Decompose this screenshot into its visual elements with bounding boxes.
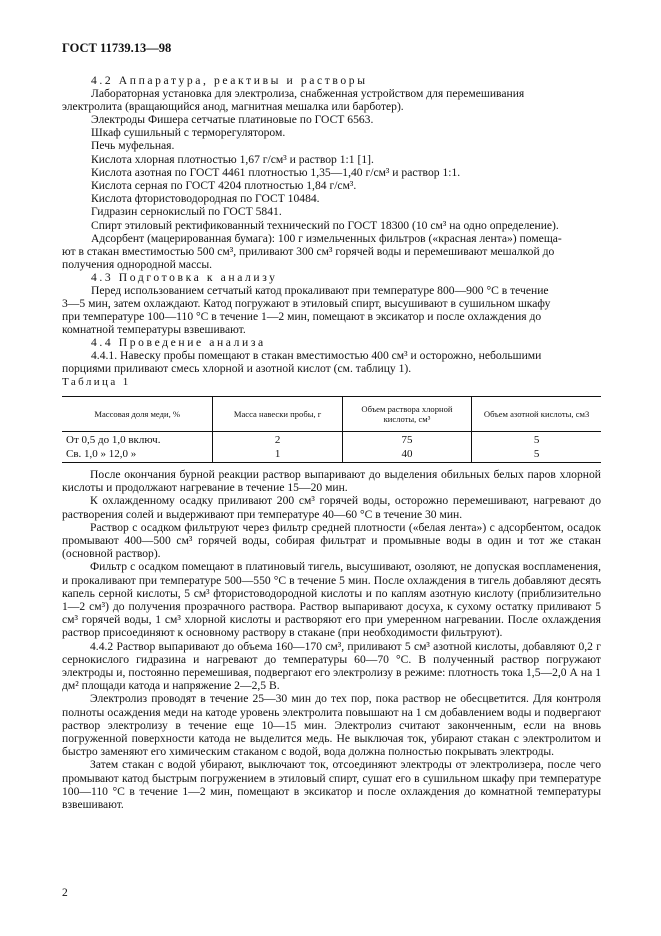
text-line: Кислота хлорная плотностью 1,67 г/см³ и раствор 1:1 [1]. [91, 152, 374, 166]
section-4-4-wrap [62, 362, 601, 375]
text-line: Печь муфельная. [91, 139, 175, 153]
text-line: порциями приливают смесь хлорной и азотной кислот (см. таблицу 1). [62, 362, 412, 375]
section-title: 4.3 Подготовка к анализу [91, 271, 278, 284]
document-header: ГОСТ 11739.13—98 [62, 41, 172, 55]
paragraph: К охлажденному осадку приливают 200 см³ горячей воды, осторожно перемешивают, нагревают до растворения солей и выдерживают при температуре 40—60 °С в течение 30 мин. [62, 494, 601, 521]
text-line: Кислота фтористоводородная по ГОСТ 10484. [91, 192, 320, 206]
text-line: Кислота азотная по ГОСТ 4461 плотностью 1,35—1,40 г/см³ и раствор 1:1. [91, 165, 461, 179]
paragraph: Электролиз проводят в течение 25—30 мин до тех пор, пока раствор не обесцветится. Для контроля полноты осаждения меди на катоде уровень электролита повышают на 1 см добавлением воды и подвергают раствор электролизу в течение еще 10—15 мин. Электролиз считают законченным, если на вновь погруженной поверхности катода не выделится медь. Не выключая ток, убирают стакан с электролитом и быстро заменяют его химическим стаканом с водой, вода должна полностью покрывать электроды. [62, 692, 601, 759]
paragraph: Затем стакан с водой убирают, выключают ток, отсоединяют электроды от электролизера, после чего промывают катод быстрым погружением в этиловый спирт, сушат его в сушильном шкафу при температуре 100—110 °С в течение 1—2 мин, помещают в эксикатор и после охлаждения до комнатной температуры взвешивают. [62, 758, 601, 812]
paragraph: Раствор с осадком фильтруют через фильтр средней плотности («белая лента») с адсорбентом, осадок промывают 400—500 см³ горячей воды, собирая фильтрат и промывные воды в один и тот же стакан (основной раствор). [62, 520, 601, 561]
table-cell: 75 [342, 432, 471, 448]
section-4-3 [91, 271, 601, 297]
text-line: Электроды Фишера сетчатые платиновые по ГОСТ 6563. [91, 113, 374, 126]
table-header-cell: Объем раствора хлорной кислоты, см³ [342, 397, 471, 432]
text-line: при температуре 100—110 °С в течение 1—2 мин, помещают в эксикатор и после охлаждения до [62, 310, 542, 324]
table-cell: Св. 1,0 » 12,0 » [62, 448, 213, 463]
paragraph: Фильтр с осадком помещают в платиновый тигель, высушивают, озоляют, не допуская воспламенения, и прокаливают при температуре 500—550 °С в течение 5 мин. После охлаждения в тигель добавляют десять капель серной кислоты, 5 см³ фтористоводородной кислоты и по каплям азотную кислоту (приблизительно 1—2 см³) до получения прозрачного раствора. Раствор выпаривают досуха, к сухому остатку приливают 5 см³ горячей воды, 1 см³ хлорной кислоты и растворяют его при умеренном нагревании. После охлаждения раствор присоединяют к основному раствору в стакане (при необходимости фильтруют). [62, 560, 601, 640]
table-cell: 5 [533, 434, 540, 446]
text-line: ют в стакан вместимостью 500 см³, приливают 300 см³ горячей воды и перемешивают мешалкой до [62, 245, 555, 258]
wrap-line [62, 100, 601, 113]
text-line: электролита (вращающийся анод, магнитная мешалка или барботер). [62, 100, 404, 113]
table-cell: 5 [472, 448, 601, 463]
adsorbent-wrap [62, 245, 601, 271]
paragraph: После окончания бурной реакции раствор выпаривают до выделения обильных белых паров хлорной кислоты и продолжают нагревание в течение 15—20 мин. [62, 468, 601, 495]
text-line: Гидразин сернокислый по ГОСТ 5841. [91, 205, 282, 219]
table-cell: 1 [213, 448, 342, 463]
text-line: комнатной температуры взвешивают. [62, 323, 246, 337]
table-caption: Таблица 1 [62, 376, 131, 388]
text-line: Лабораторная установка для электролиза, снабженная устройством для перемешивания [91, 87, 525, 101]
table-header-cell: Масса навески пробы, г [213, 397, 342, 432]
section-title: 4.4 Проведение анализа [91, 336, 266, 349]
section-4-4 [91, 336, 601, 362]
text-line: Шкаф сушильный с терморегулятором. [91, 126, 286, 140]
text-line: Адсорбент (мацерированная бумага): 100 г измельченных фильтров («красная лента») помеща- [91, 231, 562, 245]
analysis-text [62, 468, 601, 811]
text-line: 3—5 мин, затем охлаждают. Катод погружают в этиловый спирт, высушивают в сушильном шкафу [62, 297, 551, 310]
table-cell: От 0,5 до 1,0 включ. [62, 432, 213, 448]
page-number: 2 [62, 887, 68, 899]
paragraph: 4.4.2 Раствор выпаривают до объема 160—170 см³, приливают 5 см³ азотной кислоты, добавляют 0,2 г сернокислого гидразина и нагревают до температуры 60—70 °С. В полученный раствор погружают электроды и, постоянно перемешивая, подвергают его электролизу в режиме: плотность тока 1,5—2,0 А на 1 дм² площади катода и напряжение 2—2,5 В. [62, 639, 601, 693]
table-header-cell: Массовая доля меди, % [62, 397, 213, 432]
text-line: получения однородной массы. [62, 258, 213, 272]
text-line: Перед использованием сетчатый катод прокаливают при температуре 800—900 °С в течение [91, 284, 549, 298]
text-line: Спирт этиловый ректификованный технический по ГОСТ 18300 (10 см³ на одно определение). [91, 218, 559, 232]
section-4-2-list [91, 113, 601, 245]
table-header-cell: Объем азотной кислоты, см3 [472, 397, 601, 432]
table-cell: 40 [342, 448, 471, 463]
section-4-3-wrap [62, 297, 601, 337]
table-row [62, 432, 601, 448]
text-line: Кислота серная по ГОСТ 4204 плотностью 1,84 г/см³. [91, 179, 357, 193]
data-table [62, 396, 601, 463]
section-title: 4.2 Аппаратура, реактивы и растворы [91, 74, 368, 87]
text-line: 4.4.1. Навеску пробы помещают в стакан вместимостью 400 см³ и осторожно, небольшими [91, 349, 542, 363]
table-row [62, 448, 601, 463]
table-cell: 2 [213, 432, 342, 448]
section-4-2 [91, 74, 601, 100]
